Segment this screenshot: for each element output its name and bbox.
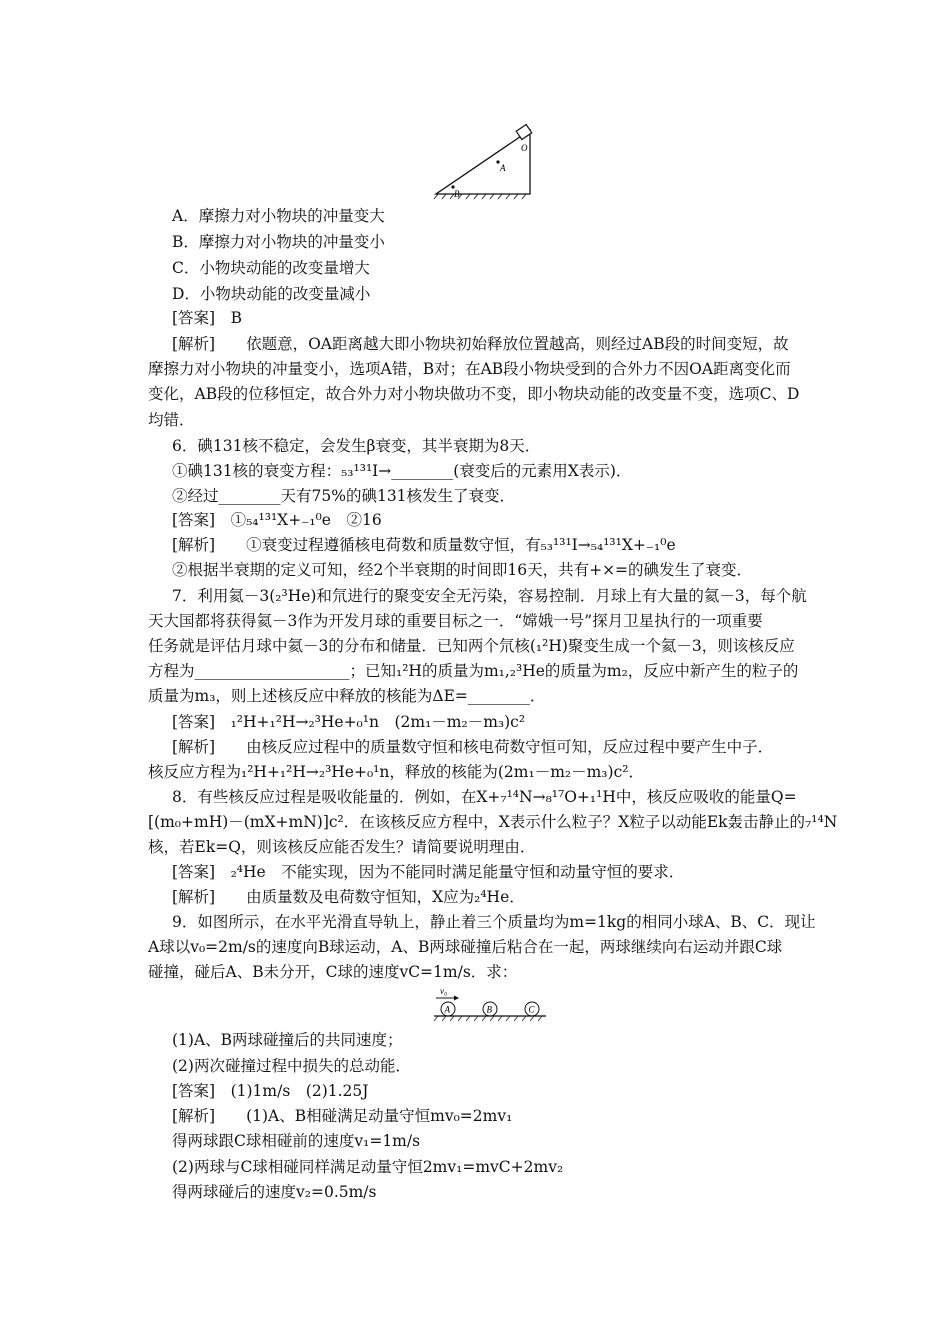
option-a: A．摩擦力对小物块的冲量变大 xyxy=(172,207,385,225)
q9-answer: [答案] (1)1m/s (2)1.25J xyxy=(172,1082,369,1100)
incline-hatch xyxy=(434,194,526,199)
ball-a-label: A xyxy=(444,1004,450,1015)
option-b: B．摩擦力对小物块的冲量变小 xyxy=(172,233,385,251)
incline-figure xyxy=(430,122,540,202)
option-c: C．小物块动能的改变量增大 xyxy=(172,259,370,277)
q9-sub: (1)A、B两球碰撞后的共同速度； xyxy=(172,1031,403,1049)
q8-answer: [答案] ₂⁴He 不能实现，因为不能同时满足能量守恒和动量守恒的要求． xyxy=(172,863,685,881)
label-o: O xyxy=(521,143,528,153)
q8-line: 核，若Ek=Q，则该核反应能否发生？请简要说明理由． xyxy=(148,838,536,856)
q5-analysis-line: 摩擦力对小物块的冲量变小，选项A错，B对；在AB段小物块受到的合外力不因OA距离变化而 xyxy=(148,360,791,378)
q8-line: 8．有些核反应过程是吸收能量的．例如，在X+₇¹⁴N→₈¹⁷O+₁¹H中，核反应吸收的能量Q= xyxy=(172,788,797,806)
q9-line: 碰撞，碰后A、B未分开，C球的速度vC=1m/s．求： xyxy=(148,963,518,981)
option-d: D．小物块动能的改变量减小 xyxy=(172,285,371,303)
q5-analysis-line: [解析] 依题意，OA距离越大即小物块初始释放位置越高，则经过AB段的时间变短，故 xyxy=(172,335,789,353)
incline-triangle xyxy=(436,130,530,194)
q8-line: [(m₀+mH)－(mX+mN)]c²．在该核反应方程中，X表示什么粒子？X粒子以动能Ek轰击静止的₇¹⁴N xyxy=(148,813,838,831)
q7-analysis-line: 核反应方程为₁²H+₁²H→₂³He+₀¹n，释放的核能为(2m₁－m₂－m₃)c²． xyxy=(148,763,644,781)
q9-analysis-line: [解析] (1)A、B相碰满足动量守恒mv₀=2mv₁ xyxy=(172,1107,513,1125)
q5-answer: [答案] B xyxy=(172,309,242,327)
q9-analysis-line: 得两球跟C球相碰前的速度v₁=1m/s xyxy=(172,1132,421,1150)
label-a: A xyxy=(500,163,506,173)
q7-analysis-line: [解析] 由核反应过程中的质量数守恒和核电荷数守恒可知，反应过程中要产生中子． xyxy=(172,738,774,756)
q9-analysis-line: (2)两球与C球相碰同样满足动量守恒2mv₁=mvC+2mv₂ xyxy=(172,1158,564,1176)
q9-analysis-line: 得两球碰后的速度v₂=0.5m/s xyxy=(172,1183,377,1201)
q7-line: 方程为____________________；已知₁²H的质量为m₁,₂³He的质量为m₂，反应中新产生的粒子的 xyxy=(148,662,799,680)
q6-analysis2: ②根据半衰期的定义可知，经2个半衰期的时间即16天，共有+×=的碘发生了衰变． xyxy=(172,561,753,579)
q8-analysis: [解析] 由质量数及电荷数守恒知，X应为₂⁴He． xyxy=(172,888,525,906)
q7-line: 7．利用氦－3(₂³He)和氘进行的聚变安全无污染，容易控制．月球上有大量的氦－3，每个航 xyxy=(172,587,807,605)
rail-hatch xyxy=(434,1016,542,1021)
v0-arrowhead xyxy=(454,996,459,1001)
ball-b-label: B xyxy=(486,1004,492,1015)
q7-line: 天大国都将获得氦－3作为开发月球的重要目标之一．“嫦娥一号”探月卫星执行的一项重要 xyxy=(148,612,763,630)
q7-line: 质量为m₃，则上述核反应中释放的核能为ΔE=________． xyxy=(148,687,546,705)
q9-line: 9．如图所示，在水平光滑直导轨上，静止着三个质量均为m=1kg的相同小球A、B、C．现让 xyxy=(172,913,816,931)
q9-sub: (2)两次碰撞过程中损失的总动能． xyxy=(172,1057,411,1075)
q7-line: 任务就是评估月球中氦－3的分布和储量．已知两个氘核(₁²H)聚变生成一个氦－3，则该核反应 xyxy=(148,637,795,655)
label-b: B xyxy=(454,189,460,199)
q7-answer: [答案] ₁²H+₁²H→₂³He+₀¹n (2m₁－m₂－m₃)c² xyxy=(172,713,526,731)
v0-label: v₀ xyxy=(440,986,448,996)
q6-answer: [答案] ①₅₄¹³¹X+₋₁⁰e ②16 xyxy=(172,511,382,529)
ball-c-label: C xyxy=(528,1004,535,1015)
q6-sub1: ①碘131核的衰变方程：₅₃¹³¹I→________(衰变后的元素用X表示)． xyxy=(172,462,632,480)
balls-figure xyxy=(430,985,550,1027)
q5-analysis-line: 均错． xyxy=(148,411,195,429)
q5-analysis-line: 变化，AB段的位移恒定，故合外力对小物块做功不变，即小物块动能的改变量不变，选项C、D xyxy=(148,385,800,403)
q6-stem: 6．碘131核不稳定，会发生β衰变，其半衰期为8天． xyxy=(172,437,541,455)
q9-line: A球以v₀=2m/s的速度向B球运动，A、B两球碰撞后粘合在一起，两球继续向右运动并跟C球 xyxy=(148,938,783,956)
q6-analysis1: [解析] ①衰变过程遵循核电荷数和质量数守恒，有₅₃¹³¹I→₅₄¹³¹X+₋₁⁰e xyxy=(172,536,676,554)
q6-sub2: ②经过________天有75%的碘131核发生了衰变． xyxy=(172,487,516,505)
